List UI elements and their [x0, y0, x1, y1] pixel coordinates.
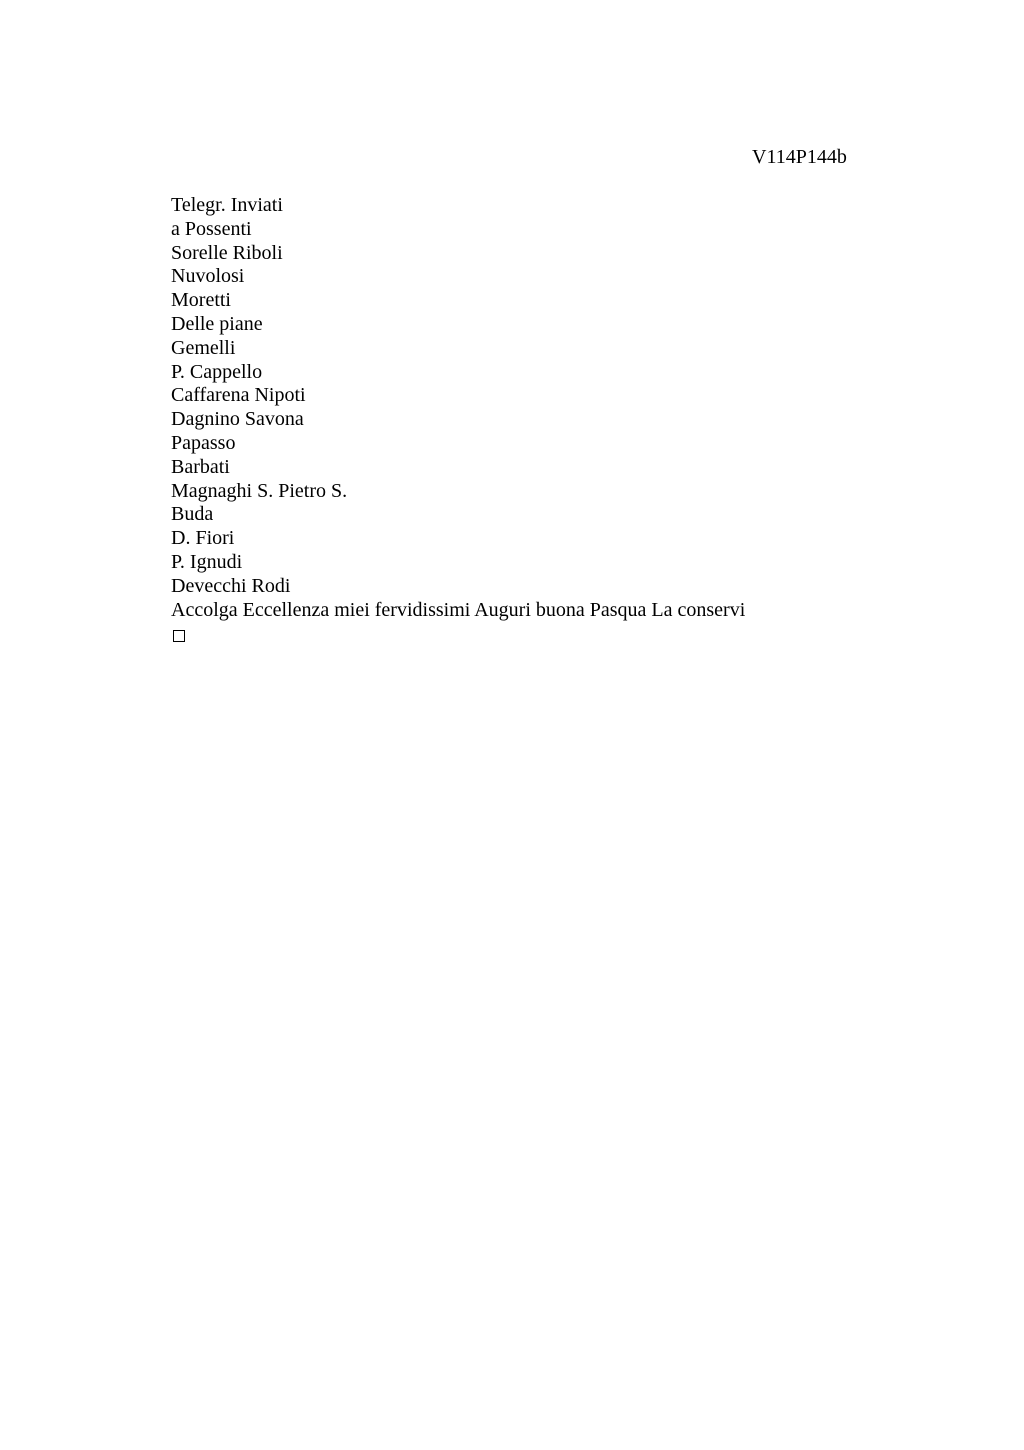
recipient-line: Papasso — [171, 431, 236, 454]
empty-checkbox-icon — [173, 630, 185, 642]
document-heading: Telegr. Inviati — [171, 194, 283, 216]
recipient-line: Gemelli — [171, 336, 236, 359]
recipient-line: Delle piane — [171, 312, 263, 335]
recipient-line: Sorelle Riboli — [171, 241, 283, 264]
document-body — [171, 194, 871, 646]
recipient-line: Barbati — [171, 455, 230, 478]
recipient-line: Nuvolosi — [171, 265, 245, 288]
recipient-line: Magnaghi S. Pietro S. — [171, 479, 348, 502]
recipient-line: P. Cappello — [171, 360, 263, 383]
recipient-line: a Possenti — [171, 217, 252, 240]
recipient-line: Dagnino Savona — [171, 408, 304, 431]
checkbox-row — [171, 622, 871, 646]
recipient-line: Devecchi Rodi — [171, 574, 291, 597]
recipient-line: Buda — [171, 503, 214, 526]
recipient-line: Moretti — [171, 289, 231, 312]
recipient-line: P. Ignudi — [171, 550, 243, 573]
recipient-line: Caffarena Nipoti — [171, 384, 306, 407]
recipient-line: D. Fiori — [171, 527, 235, 550]
page-reference: V114P144b — [752, 146, 847, 168]
message-line: Accolga Eccellenza miei fervidissimi Auguri buona Pasqua La conservi — [171, 598, 746, 621]
